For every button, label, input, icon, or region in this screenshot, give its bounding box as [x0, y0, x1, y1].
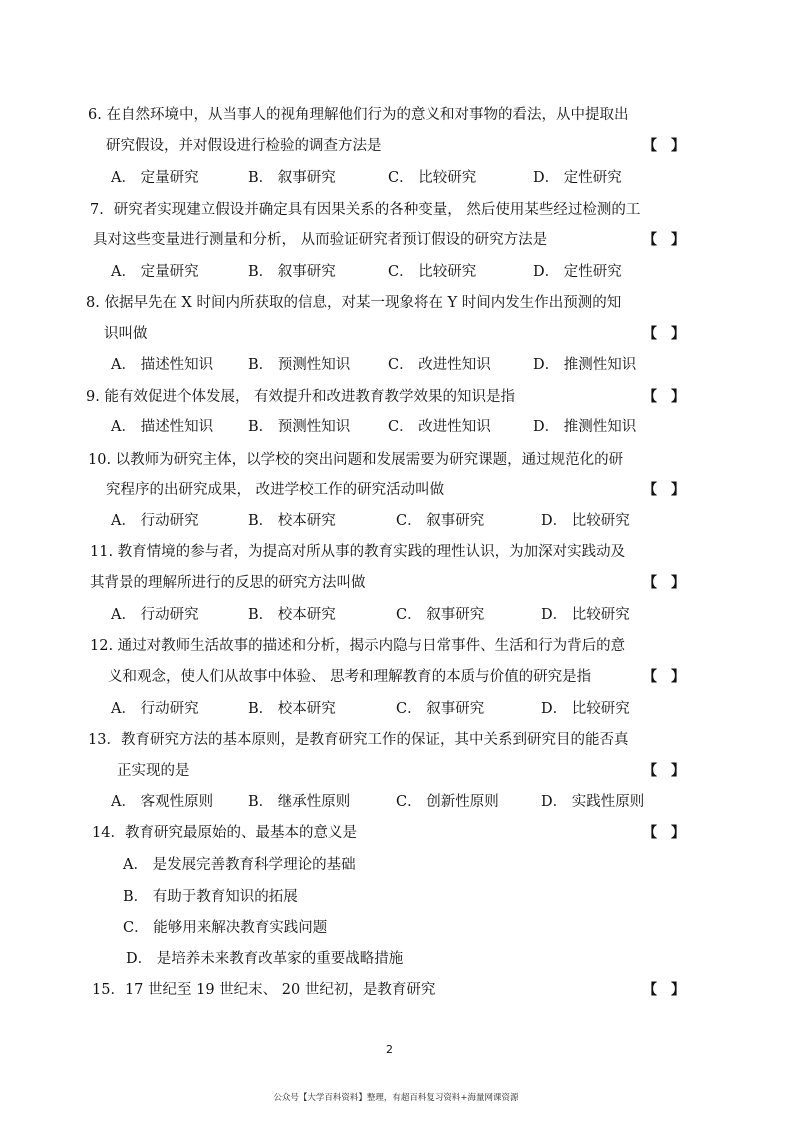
answer-option: B． 预测性知识	[248, 357, 351, 373]
question-text: 8. 依据早先在 X 时间内所获取的信息，对某一现象将在 Y 时间内发生作出预测的知	[86, 295, 622, 311]
answer-option: C． 叙事研究	[396, 701, 485, 717]
answer-option: B． 校本研究	[248, 513, 336, 529]
bracket-close: 】	[671, 982, 685, 998]
answer-option: C． 能够用来解决教育实践问题	[123, 920, 328, 936]
question-text: 12. 通过对教师生活故事的描述和分析，揭示内隐与日常事件、生活和行为背后的意	[90, 638, 626, 654]
question-text: 6. 在自然环境中，从当事人的视角理解他们行为的意义和对事物的看法，从中提取出	[88, 107, 629, 123]
bracket-close: 】	[671, 232, 685, 248]
bracket-close: 】	[671, 482, 685, 498]
answer-option: C． 叙事研究	[396, 513, 485, 529]
answer-option: A． 客观性原则	[111, 794, 214, 810]
bracket-open: 【	[643, 389, 657, 405]
answer-option: B． 校本研究	[248, 607, 336, 623]
footer-note: 公众号【大学百科资料】整理，有超百科复习资料+海量网课资源	[273, 1093, 519, 1103]
question-text: 11. 教育情境的参与者，为提高对所从事的教育实践的理性认识，为加深对实践动及	[90, 544, 626, 560]
answer-option: C． 叙事研究	[396, 607, 485, 623]
page-number: 2	[386, 1043, 393, 1056]
bracket-close: 】	[671, 669, 685, 685]
bracket-open: 【	[643, 326, 657, 342]
answer-bracket	[643, 230, 685, 250]
question-text: 13．教育研究方法的基本原则，是教育研究工作的保证，其中关系到研究目的能否真	[88, 732, 629, 748]
answer-option: D． 比较研究	[541, 701, 630, 717]
answer-option: B． 叙事研究	[248, 170, 336, 186]
answer-option: D． 实践性原则	[541, 794, 645, 810]
bracket-open: 【	[643, 825, 657, 841]
answer-option: A． 定量研究	[111, 264, 199, 280]
bracket-open: 【	[643, 669, 657, 685]
bracket-open: 【	[643, 982, 657, 998]
answer-option: A． 定量研究	[111, 170, 199, 186]
answer-option: C． 创新性原则	[396, 794, 499, 810]
bracket-close: 】	[671, 138, 685, 154]
answer-option: D． 是培养未来教育改革家的重要战略措施	[126, 951, 404, 967]
answer-option: A． 描述性知识	[111, 419, 214, 435]
question-text: 究程序的出研究成果， 改进学校工作的研究活动叫做	[106, 482, 445, 498]
answer-option: D． 比较研究	[541, 607, 630, 623]
question-text: 10. 以教师为研究主体，以学校的突出问题和发展需要为研究课题，通过规范化的研	[88, 452, 624, 468]
answer-option: A． 描述性知识	[111, 357, 214, 373]
question-text: 其背景的理解所进行的反思的研究方法叫做	[90, 575, 366, 591]
bracket-open: 【	[643, 763, 657, 779]
bracket-close: 】	[671, 763, 685, 779]
question-text: 具对这些变量进行测量和分析， 从而验证研究者预订假设的研究方法是	[93, 232, 548, 248]
answer-option: B． 叙事研究	[248, 264, 336, 280]
bracket-close: 】	[671, 389, 685, 405]
answer-bracket	[643, 980, 685, 1000]
answer-option: D． 定性研究	[533, 170, 622, 186]
answer-option: D． 推测性知识	[533, 357, 637, 373]
question-text: 研究假设，并对假设进行检验的调查方法是	[106, 138, 382, 154]
bracket-close: 】	[671, 326, 685, 342]
bracket-close: 】	[671, 575, 685, 591]
answer-option: C． 比较研究	[388, 170, 477, 186]
question-text: 14．教育研究最原始的、最基本的意义是	[92, 825, 357, 841]
question-text: 9. 能有效促进个体发展， 有效提升和改进教育教学效果的知识是指	[86, 389, 516, 405]
answer-bracket	[643, 136, 685, 156]
answer-bracket	[643, 387, 685, 407]
answer-option: C． 改进性知识	[388, 419, 491, 435]
answer-option: B． 有助于教育知识的拓展	[123, 889, 298, 905]
answer-bracket	[643, 324, 685, 344]
answer-option: B． 预测性知识	[248, 419, 351, 435]
answer-option: D． 推测性知识	[533, 419, 637, 435]
answer-bracket	[643, 573, 685, 593]
answer-option: D． 比较研究	[541, 513, 630, 529]
question-text: 识叫做	[104, 326, 148, 342]
answer-option: C． 比较研究	[388, 264, 477, 280]
answer-option: A． 行动研究	[111, 607, 199, 623]
question-text: 义和观念，使人们从故事中体验、 思考和理解教育的本质与价值的研究是指	[108, 669, 592, 685]
answer-bracket	[643, 761, 685, 781]
question-text: 7．研究者实现建立假设并确定具有因果关系的各种变量， 然后使用某些经过检测的工	[90, 202, 641, 218]
bracket-open: 【	[643, 232, 657, 248]
answer-bracket	[643, 667, 685, 687]
answer-bracket	[643, 480, 685, 500]
answer-option: A． 是发展完善教育科学理论的基础	[123, 857, 356, 873]
answer-bracket	[643, 823, 685, 843]
question-text: 15．17 世纪至 19 世纪末、 20 世纪初，是教育研究	[92, 982, 436, 998]
bracket-close: 】	[671, 825, 685, 841]
answer-option: D． 定性研究	[533, 264, 622, 280]
bracket-open: 【	[643, 575, 657, 591]
answer-option: B． 继承性原则	[248, 794, 351, 810]
answer-option: C． 改进性知识	[388, 357, 491, 373]
answer-option: A． 行动研究	[111, 513, 199, 529]
bracket-open: 【	[643, 482, 657, 498]
question-text: 正实现的是	[117, 763, 190, 779]
answer-option: B． 校本研究	[248, 701, 336, 717]
bracket-open: 【	[643, 138, 657, 154]
answer-option: A． 行动研究	[111, 701, 199, 717]
